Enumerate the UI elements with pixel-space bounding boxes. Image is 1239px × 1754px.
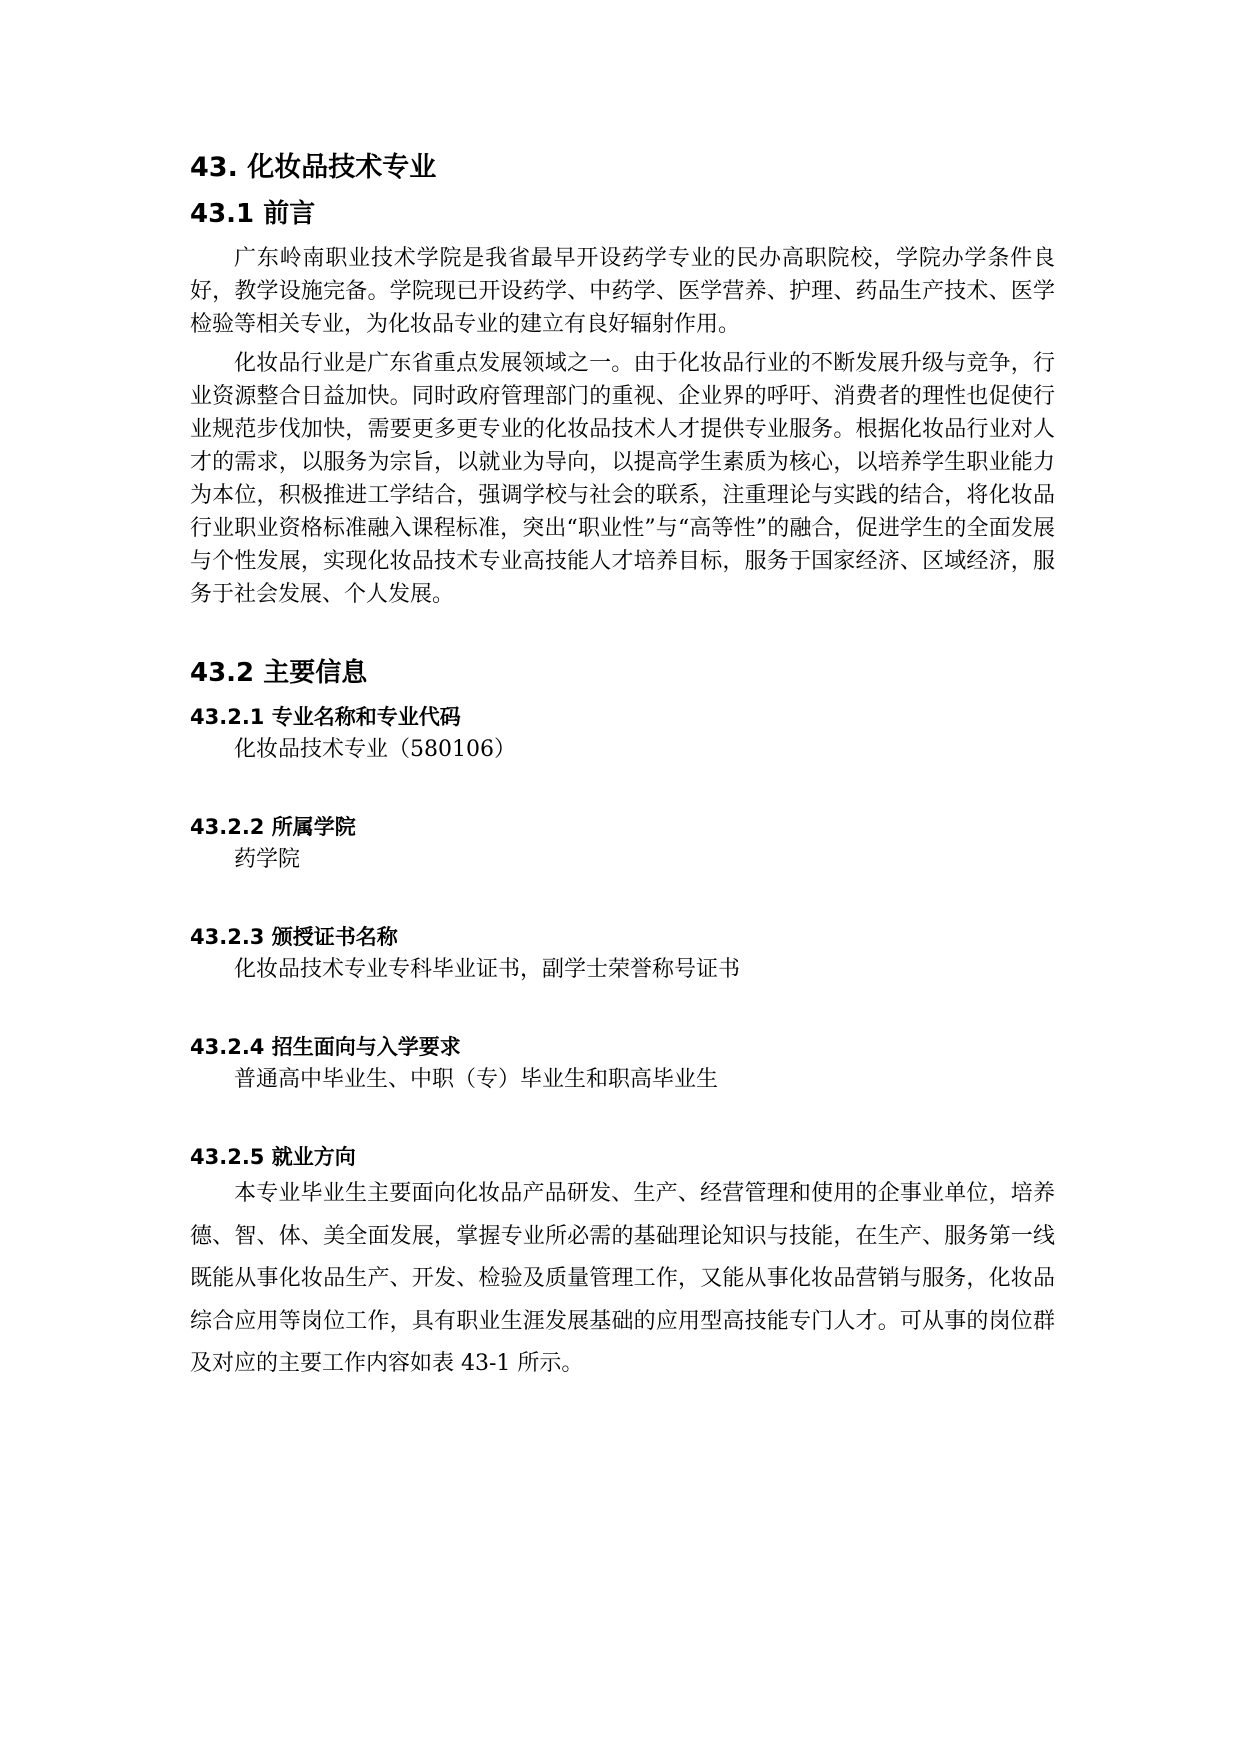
major-code-value: 化妆品技术专业（580106） [234, 737, 516, 762]
certificate-value: 化妆品技术专业专科毕业证书，副学士荣誉称号证书 [234, 957, 741, 982]
enrollment-value: 普通高中毕业生、中职（专）毕业生和职高毕业生 [234, 1067, 719, 1092]
preface-paragraph-2: 化妆品行业是广东省重点发展领域之一。由于化妆品行业的不断发展升级与竞争，行业资源整合日益加快。同时政府管理部门的重视、企业界的呼吁、消费者的理性也促使行业规范步伐加快，需要更多更专业的化妆品技术人才提供专业服务。根据化妆品行业对人才的需求，以服务为宗旨，以就业为导向，以提高学生素质为核心，以培养学生职业能力为本位，积极推进工学结合，强调学校与社会的联系，注重理论与实践的结合，将化妆品行业职业资格标准融入课程标准，突出“职业性”与“高等性”的融合，促进学生的全面发展与个性发展，实现化妆品技术专业高技能人才培养目标，服务于国家经济、区域经济，服务于社会发展、个人发展。 [190, 351, 1055, 607]
preface-heading: 43.1 前言 [190, 199, 316, 229]
employment-heading: 43.2.5 就业方向 [190, 1145, 356, 1169]
major-code-heading: 43.2.1 专业名称和专业代码 [190, 705, 461, 729]
college-value: 药学院 [234, 847, 301, 872]
college-heading: 43.2.2 所属学院 [190, 815, 356, 839]
section-title: 43. 化妆品技术专业 [190, 152, 437, 183]
employment-paragraph: 本专业毕业生主要面向化妆品产品研发、生产、经营管理和使用的企事业单位，培养德、智、体、美全面发展，掌握专业所必需的基础理论知识与技能，在生产、服务第一线既能从事化妆品生产、开发、检验及质量管理工作，又能从事化妆品营销与服务，化妆品综合应用等岗位工作，具有职业生涯发展基础的应用型高技能专门人才。可从事的岗位群及对应的主要工作内容如表 43-1 所示。 [190, 1181, 1055, 1376]
document-page [190, 150, 1055, 1386]
enrollment-heading: 43.2.4 招生面向与入学要求 [190, 1035, 461, 1059]
preface-paragraph-1: 广东岭南职业技术学院是我省最早开设药学专业的民办高职院校，学院办学条件良好，教学设施完备。学院现已开设药学、中药学、医学营养、护理、药品生产技术、医学检验等相关专业，为化妆品专业的建立有良好辐射作用。 [190, 246, 1055, 337]
main-info-heading: 43.2 主要信息 [190, 658, 368, 688]
certificate-heading: 43.2.3 颁授证书名称 [190, 925, 398, 949]
